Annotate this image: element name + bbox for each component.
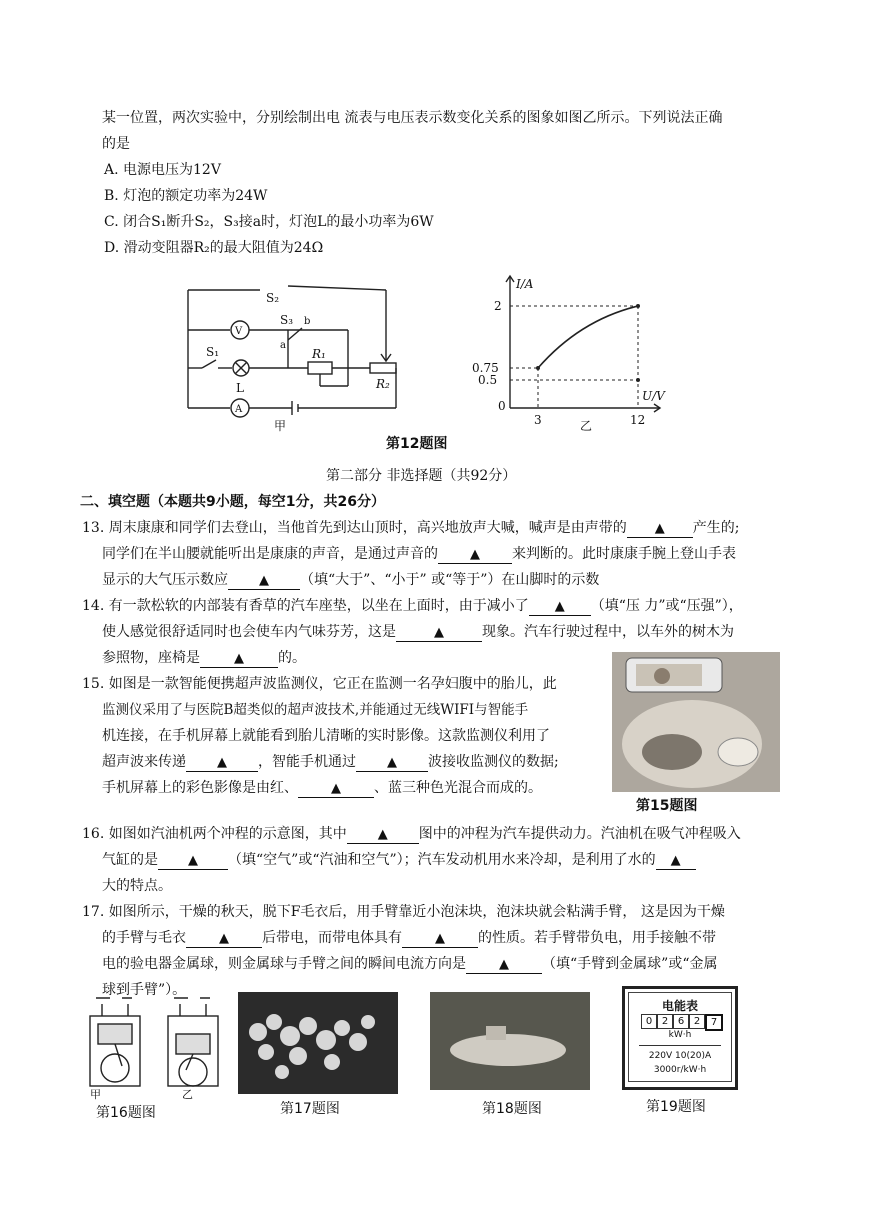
- fig17-caption: 第17题图: [280, 1101, 340, 1117]
- y-tick-05: 0.5: [478, 373, 498, 387]
- q16-blank1[interactable]: ▲: [347, 827, 419, 844]
- q12-option-a: A. 电源电压为12V: [104, 162, 221, 178]
- q15-blank1[interactable]: ▲: [186, 755, 258, 772]
- q15-line4: 超声波来传递 ▲ ，智能手机通过 ▲ 波接收监测仪的数据;: [102, 754, 559, 770]
- q15-blank2[interactable]: ▲: [356, 755, 428, 772]
- y-tick-0: 0: [498, 399, 506, 413]
- meter-digit: 0: [641, 1014, 657, 1029]
- q14-blank1[interactable]: ▲: [529, 599, 591, 616]
- q14-line3: 参照物，座椅是 ▲ 的。: [102, 650, 306, 666]
- q17-line3: 电的验电器金属球，则金属球与手臂之间的瞬间电流方向是 ▲ （填“手臂到金属球”或“金属: [102, 956, 718, 972]
- label-s3: S₃: [280, 313, 294, 327]
- label-s2: S₂: [266, 291, 280, 305]
- q13-blank3[interactable]: ▲: [228, 573, 300, 590]
- q16-blank3[interactable]: ▲: [656, 853, 696, 870]
- q16-line2: 气缸的是 ▲ （填“空气”或“汽油和空气”）；汽车发动机用水来冷却，是利用了水的 ▲: [102, 850, 696, 870]
- q12-option-d: D. 滑动变阻器R₂的最大阻值为24Ω: [104, 240, 324, 256]
- meter-digit: 2: [657, 1014, 673, 1029]
- fig16-label-jia: 甲: [90, 1088, 101, 1101]
- y-axis-label: I/A: [516, 277, 534, 291]
- meter-digits: [641, 1014, 723, 1031]
- meter-spec1: 220V 10(20)A: [648, 1051, 712, 1061]
- q12-circuit-diagram: [180, 268, 420, 438]
- fig18-photo: [430, 992, 590, 1090]
- fig16-label-yi: 乙: [182, 1088, 193, 1101]
- meter-unit: kW·h: [668, 1030, 692, 1040]
- y-tick-075: 0.75: [472, 361, 499, 375]
- meter-title: 电能表: [661, 999, 698, 1013]
- label-v: V: [235, 326, 243, 337]
- q12-stem-line2: 的是: [102, 136, 130, 152]
- label-jia: 甲: [274, 419, 287, 433]
- q13-blank1[interactable]: ▲: [627, 521, 693, 538]
- fig17-photo: [238, 992, 398, 1094]
- y-tick-2: 2: [494, 299, 502, 313]
- q17-blank3[interactable]: ▲: [466, 957, 542, 974]
- q17-blank1[interactable]: ▲: [186, 931, 262, 948]
- meter-digit: 6: [673, 1014, 689, 1029]
- q17-line4: 球到手臂”）。: [102, 982, 187, 998]
- meter-digit: 7: [705, 1014, 723, 1031]
- label-b: b: [304, 316, 311, 327]
- q14-blank3[interactable]: ▲: [200, 651, 278, 668]
- q17-blank2[interactable]: ▲: [402, 931, 478, 948]
- q14-line1: 14. 有一款松软的内部装有香草的汽车座垫，以坐在上面时，由于减小了 ▲ （填“压 力”或“压强”），: [82, 598, 743, 614]
- q15-line1: 15. 如图是一款智能便携超声波监测仪，它正在监测一名孕妇腹中的胎儿，此: [82, 676, 557, 692]
- graph-label-yi: 乙: [580, 419, 593, 433]
- q13-line2: 同学们在半山腰就能听出是康康的声音，是通过声音的 ▲ 来判断的。此时康康手腕上登山手表: [102, 546, 736, 562]
- section-title: 二、填空题（本题共9小题，每空1分，共26分）: [80, 494, 385, 510]
- fig19-electric-meter: [622, 986, 738, 1090]
- q16-blank2[interactable]: ▲: [158, 853, 228, 870]
- meter-digit: 2: [689, 1014, 705, 1029]
- q16-line1: 16. 如图如汽油机两个冲程的示意图，其中 ▲ 图中的冲程为汽车提供动力。汽油机在吸气冲程吸入: [82, 826, 741, 842]
- q12-option-b: B. 灯泡的额定功率为24W: [104, 188, 268, 204]
- fig18-caption: 第18题图: [482, 1101, 542, 1117]
- x-tick-12: 12: [630, 413, 646, 427]
- q13-blank2[interactable]: ▲: [438, 547, 512, 564]
- q15-line2: 监测仪采用了与医院B超类似的超声波技术,并能通过无线WIFI与智能手: [102, 702, 529, 718]
- q14-line2: 使人感觉很舒适同时也会使车内气味芬芳，这是 ▲ 现象。汽车行驶过程中，以车外的树木为: [102, 624, 734, 640]
- label-l: L: [236, 381, 244, 395]
- q15-photo: [612, 652, 780, 792]
- label-r2: R₂: [376, 377, 390, 391]
- q15-fig-caption: 第15题图: [636, 798, 698, 814]
- x-axis-label: U/V: [642, 389, 665, 403]
- q15-line5: 手机屏幕上的彩色影像是由红、 ▲ 、蓝三种色光混合而成的。: [102, 780, 542, 796]
- label-a-meter: A: [235, 404, 243, 415]
- q12-iu-graph: [470, 268, 670, 438]
- label-a: a: [280, 340, 286, 351]
- q15-line3: 机连接，在手机屏幕上就能看到胎儿清晰的实时影像。这款监测仪利用了: [102, 728, 550, 744]
- q14-blank2[interactable]: ▲: [396, 625, 482, 642]
- q12-option-c: C. 闭合S₁断升S₂，S₃接a时，灯泡L的最小功率为6W: [104, 214, 434, 230]
- q17-line1: 17. 如图所示，干燥的秋天，脱下F毛衣后，用手臂靠近小泡沫块，泡沫块就会粘满手臂， 这是因为干燥: [82, 904, 725, 920]
- iu-curve: [538, 306, 638, 368]
- q16-line3: 大的特点。: [102, 878, 172, 894]
- q13-line3: 显示的大气压示数应 ▲ （填“大于”、“小于” 或“等于”）在山脚时的示数: [102, 572, 600, 588]
- fig16-engine-strokes: [82, 996, 232, 1106]
- label-s1: S₁: [206, 345, 220, 359]
- q13-line1: 13. 周末康康和同学们去登山，当他首先到达山顶时，高兴地放声大喊，喊声是由声带的 ▲ 产生的;: [82, 520, 740, 536]
- label-r1: R₁: [312, 347, 326, 361]
- fig16-caption: 第16题图: [96, 1105, 156, 1121]
- q12-stem-line1: 某一位置，两次实验中，分别绘制出电 流表与电压表示数变化关系的图象如图乙所示。下列说法正确: [102, 110, 723, 126]
- q15-blank3[interactable]: ▲: [298, 781, 374, 798]
- meter-spec2: 3000r/kW·h: [653, 1065, 707, 1075]
- fig19-caption: 第19题图: [646, 1099, 706, 1115]
- q17-line2: 的手臂与毛衣 ▲ 后带电，而带电体具有 ▲ 的性质。若手臂带负电，用手接触不带: [102, 930, 716, 946]
- x-tick-3: 3: [534, 413, 542, 427]
- q12-fig-caption: 第12题图: [386, 436, 448, 452]
- part2-title: 第二部分 非选择题（共92分）: [326, 468, 517, 484]
